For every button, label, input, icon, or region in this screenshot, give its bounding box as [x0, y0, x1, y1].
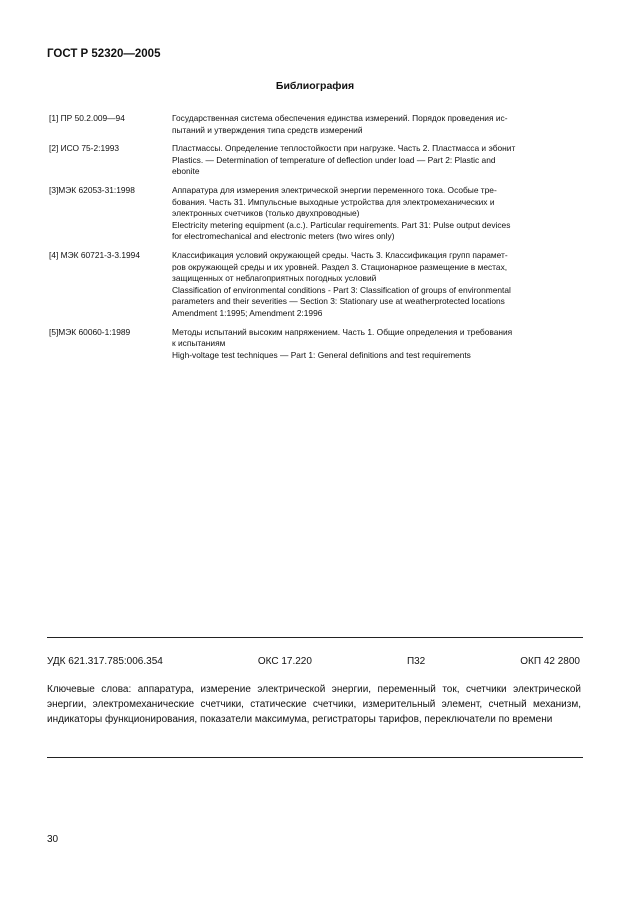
- bibliography-text: [172, 185, 581, 243]
- bibliography-line: Classification of environmental conditions - Part 3: Classification of groups of environmental: [172, 284, 511, 295]
- bibliography-ref: [3]МЭК 62053-31:1998: [49, 184, 135, 195]
- bibliography-line: пытаний и утверждения типа средств измерений: [172, 124, 363, 135]
- bibliography-line: Методы испытаний высоким напряжением. Часть 1. Общие определения и требования: [172, 326, 513, 337]
- page-number: 30: [47, 834, 59, 845]
- bibliography-ref: [2] ИСО 75-2:1993: [49, 143, 120, 154]
- bibliography-line: бования. Часть 31. Импульсные выходные устройства для электромеханических и: [172, 196, 495, 207]
- bibliography-entry: [49, 250, 581, 320]
- bibliography-text: [172, 143, 581, 178]
- keywords-text: Ключевые слова: аппаратура, измерение электрической энергии, переменный ток, счетчики электрической энергии, электромеханические счетчики, статические счетчики, измерительный элемент, счетный механизм, индикаторы функционирования, показатели максимума, регистраторы тарифов, переключатели по времени: [47, 684, 581, 725]
- bibliography-text: [172, 113, 581, 136]
- bibliography-line: Plastics. — Determination of temperature of deflection under load — Part 2: Plastic and: [172, 154, 496, 165]
- bibliography-line: for electromechanical and electronic meters (two wires only): [172, 231, 395, 242]
- bibliography-line: Amendment 1:1995; Amendment 2:1996: [172, 307, 323, 318]
- bibliography-line: Аппаратура для измерения электрической энергии переменного тока. Особые тре-: [172, 184, 497, 195]
- bibliography-entry: [49, 327, 581, 362]
- bibliography-line: Государственная система обеспечения единства измерений. Порядок проведения ис-: [172, 113, 508, 123]
- bibliography-text: [172, 250, 581, 320]
- bibliography-text: [172, 327, 581, 362]
- bibliography-line: High-voltage test techniques — Part 1: General definitions and test requirements: [172, 349, 471, 360]
- top-divider: [47, 637, 583, 638]
- bibliography-entry: [49, 113, 581, 136]
- bibliography-ref: [1] ПР 50.2.009—94: [49, 113, 125, 123]
- classification-row: [47, 656, 580, 667]
- bibliography-line: электронных счетчиков (только двухпроводные): [172, 208, 360, 219]
- udk-code: УДК 621.317.785:006.354: [47, 656, 163, 667]
- group-code: П32: [406, 656, 426, 667]
- bibliography-line: parameters and their severities — Section 3: Stationary use at weatherprotected locations: [172, 296, 505, 307]
- bibliography-line: к испытаниям: [172, 338, 226, 349]
- oks-code: ОКС 17.220: [257, 656, 312, 667]
- document-header: ГОСТ Р 52320—2005: [47, 48, 161, 60]
- bibliography-line: Классификация условий окружающей среды. Часть 3. Классификация групп парамет-: [172, 249, 508, 260]
- bibliography-title: Библиография: [275, 80, 355, 92]
- bibliography-ref: [5]МЭК 60060-1:1989: [49, 326, 131, 337]
- bibliography-line: защищенных от неблагоприятных погодных условий: [172, 273, 377, 284]
- bibliography-line: ebonite: [172, 166, 200, 177]
- bibliography-entry: [49, 143, 581, 178]
- bibliography-line: Пластмассы. Определение теплостойкости при нагрузке. Часть 2. Пластмасса и эбонит: [172, 143, 516, 154]
- okp-code: ОКП 42 2800: [520, 656, 580, 667]
- bibliography-entry: [49, 185, 581, 243]
- bottom-divider: [47, 757, 583, 758]
- bibliography-line: Electricity metering equipment (a.c.). Particular requirements. Part 31: Pulse output devices: [172, 219, 511, 230]
- bibliography-line: ров окружающей среды и их уровней. Раздел 3. Стационарное размещение в местах,: [172, 261, 508, 272]
- bibliography-ref: [4] МЭК 60721-3-3.1994: [49, 249, 140, 260]
- bibliography-list: [49, 113, 581, 368]
